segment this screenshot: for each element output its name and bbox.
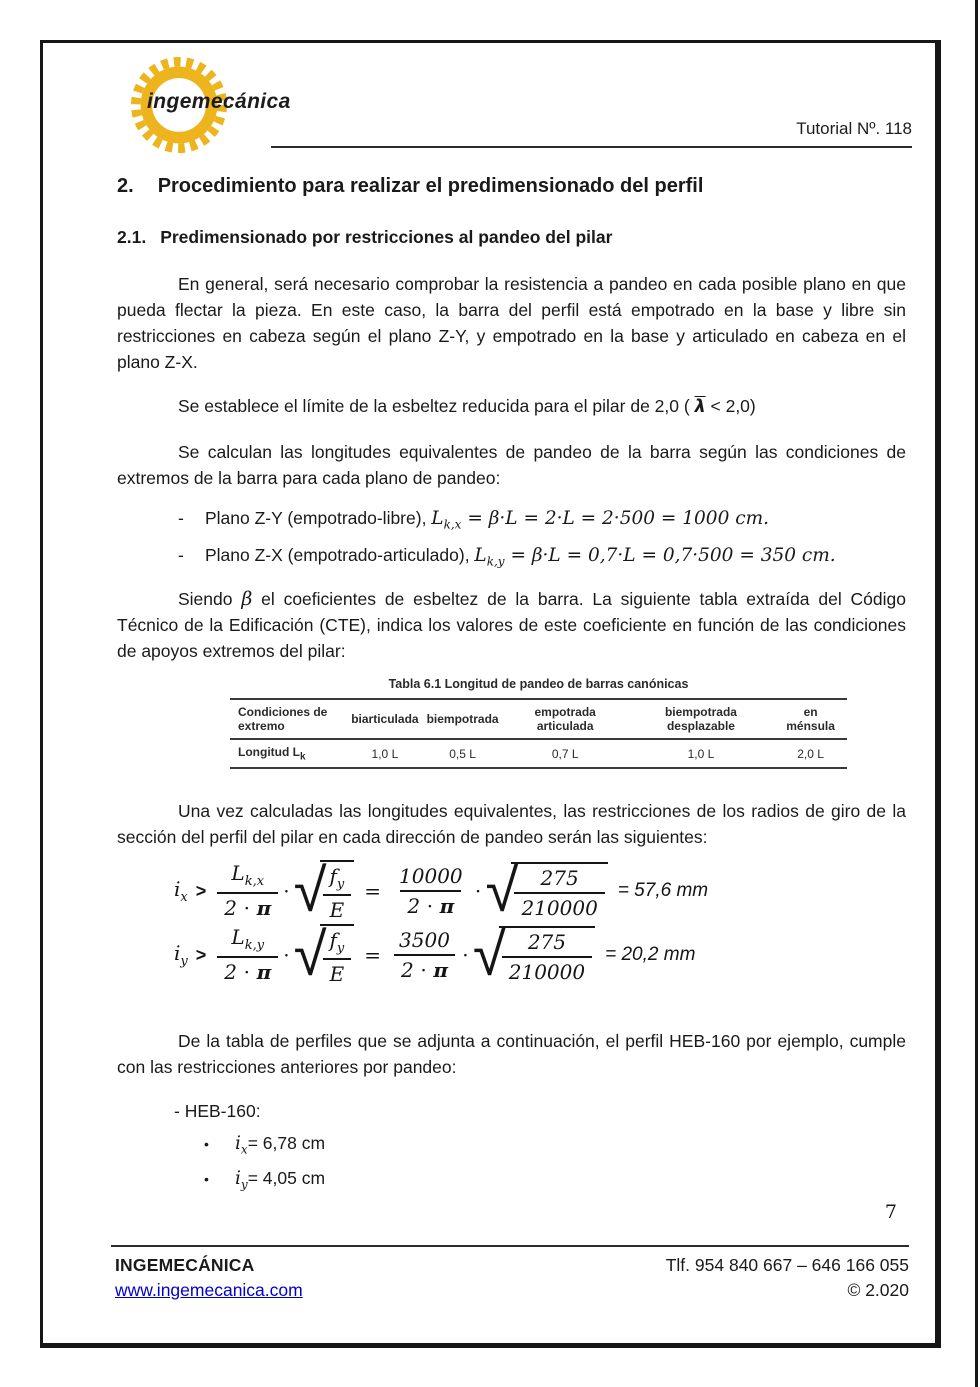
square-root: √ $\frac{275}{210000}$ — [473, 926, 595, 984]
website-link[interactable]: www.ingemecanica.com — [115, 1280, 303, 1300]
table-row — [230, 739, 847, 768]
radical-icon: √ — [293, 856, 327, 926]
fraction: $\frac{10000}{2 \cdot \pi}$ — [399, 863, 463, 918]
subsection-title: Predimensionado por restricciones al pandeo del pilar — [160, 227, 613, 247]
column-header: biempotrada — [426, 712, 499, 726]
section-heading — [117, 175, 703, 198]
beta-symbol: β — [241, 588, 253, 610]
esbeltez-text: Se establece el límite de la esbeltez reducida para el pilar de 2,0 ( — [178, 396, 695, 416]
subsection-heading — [117, 227, 612, 248]
table-header-row — [230, 699, 847, 739]
greater-than: > — [195, 944, 207, 965]
plane-label: Plano Z-X (empotrado-articulado), — [205, 544, 475, 565]
page-number: 7 — [884, 1201, 897, 1223]
row-label: Longitud $L_k$ — [238, 745, 306, 763]
paragraph-radios-giro: Una vez calculadas las longitudes equivalentes, las restricciones de los radios de giro de la sección del perfil del pilar en cada dirección de pandeo serán las siguientes: — [117, 801, 906, 847]
radical-icon: √ — [472, 920, 506, 990]
formula-ix — [174, 856, 709, 926]
bullet-icon: • — [204, 1136, 209, 1152]
scan-edge-line — [975, 0, 978, 1387]
formula-result: = 20,2 mm — [605, 944, 696, 965]
square-root: √ $\frac{275}{210000}$ — [486, 862, 608, 920]
fraction: $\frac{L_{k,x}}{2 \cdot \pi}$ — [217, 862, 278, 920]
footer-rule — [111, 1245, 909, 1247]
formula-result: = 57,6 mm — [617, 880, 709, 901]
radius-formulas — [174, 856, 709, 990]
plane-label: Plano Z-Y (empotrado-libre), — [205, 508, 432, 528]
heb-list — [204, 1129, 325, 1198]
tutorial-number: Tutorial Nº. 118 — [796, 119, 912, 138]
plane-list — [178, 503, 836, 576]
radius-value: = 6,78 cm — [247, 1133, 326, 1153]
table-cell: 2,0 L — [797, 746, 824, 761]
table-title: Tabla 6.1 Longitud de pandeo de barras canónicas — [388, 677, 689, 691]
formula-lhs: $i_y$ — [174, 941, 188, 969]
list-item — [204, 1129, 325, 1164]
table-cell: 1,0 L — [687, 746, 715, 761]
paragraph-beta — [117, 586, 906, 664]
multiply-dot: ⋅ — [474, 879, 482, 903]
beta-pre: Siendo — [178, 589, 242, 609]
list-item — [178, 503, 836, 540]
multiply-dot: ⋅ — [461, 943, 469, 967]
dash-bullet: - — [178, 508, 184, 528]
multiply-dot: · — [283, 879, 290, 903]
column-header: biarticulada — [351, 712, 419, 726]
fraction: $\frac{3500}{2 \cdot \pi}$ — [392, 929, 457, 982]
greater-than: > — [195, 880, 207, 901]
radius-symbol: $i_x$ — [235, 1133, 248, 1157]
section-title: Procedimiento para realizar el predimensionado del perfil — [157, 175, 704, 197]
radius-symbol: $i_y$ — [235, 1167, 248, 1192]
paragraph-general: En general, será necesario comprobar la resistencia a pandeo en cada posible plano en que pueda flectar la pieza. En este caso, la barra del perfil está empotrado en la base y libre sin restricciones en cabeza según el plano Z-Y, y empotrado en la base y articulado en cabeza en el plano Z-X. — [117, 274, 906, 372]
company-name: INGEMECÁNICA — [115, 1255, 255, 1275]
column-header: biempotrada desplazable — [664, 705, 737, 733]
table-cell: 0,7 L — [551, 746, 579, 761]
beta-post: el coeficientes de esbeltez de la barra. La siguiente tabla extraída del Código Técnico de la Edificación (CTE), indica los valores de este coeficiente en función de las condiciones de apoyos extremos del pilar: — [117, 589, 906, 661]
plane-formula: $L_{k,x} = \beta\cdot L = 2\cdot L = 2\cdot 500 = 1000$ cm. — [431, 508, 770, 532]
plane-formula: $L_{k,y} = \beta\cdot L = 0,7\cdot L = 0,7\cdot 500 = 350$ cm. — [474, 544, 836, 569]
paragraph-esbeltez — [117, 393, 906, 420]
page-frame — [40, 40, 941, 1348]
copyright: © 2.020 — [847, 1280, 909, 1300]
column-header: empotrada articulada — [534, 705, 596, 733]
table-cell: 1,0 L — [371, 746, 399, 761]
paragraph-longitudes: Se calculan las longitudes equivalentes de pandeo de la barra según las condiciones de extremos de la barra para cada plano de pandeo: — [117, 442, 906, 488]
formula-lhs: $i_x$ — [174, 877, 188, 905]
radical-icon: √ — [485, 856, 519, 926]
fraction: $\frac{L_{k,y}}{2 \cdot \pi}$ — [217, 926, 278, 984]
column-header: Condiciones de extremo — [238, 705, 328, 733]
esbeltez-limit: < 2,0) — [705, 396, 756, 416]
brand-name: ingemecánica — [147, 90, 291, 113]
heb-profile-label: - HEB-160: — [174, 1101, 261, 1121]
table-cell: 0,5 L — [449, 746, 476, 761]
cte-table-block — [230, 677, 847, 769]
radical-icon: √ — [293, 920, 327, 990]
pandeo-table — [230, 698, 847, 769]
paragraph-tabla-perfiles: De la tabla de perfiles que se adjunta a continuación, el perfil HEB-160 por ejemplo, cumple con las restricciones anteriores por pandeo: — [117, 1031, 906, 1077]
equals-sign: = — [364, 879, 382, 903]
section-number: 2. — [117, 175, 134, 197]
subsection-number: 2.1. — [117, 227, 147, 247]
square-root: √ $\frac{f_y}{E}$ — [294, 924, 355, 987]
dash-bullet: - — [178, 544, 184, 565]
bullet-icon: • — [204, 1170, 209, 1187]
phone-numbers: Tlf. 954 840 667 – 646 166 055 — [665, 1255, 909, 1275]
square-root: √ $\frac{f_y}{E}$ — [294, 860, 355, 923]
equals-sign: = — [364, 943, 382, 967]
radius-value: = 4,05 cm — [247, 1167, 326, 1188]
formula-iy — [174, 920, 708, 990]
header-rule — [271, 146, 912, 148]
multiply-dot: · — [283, 943, 290, 967]
lambda-bar-symbol: $\overline{\lambda}$ — [694, 397, 706, 417]
list-item — [178, 540, 836, 577]
footer — [115, 1255, 909, 1301]
column-header: en ménsula — [786, 705, 835, 733]
list-item — [204, 1164, 325, 1199]
